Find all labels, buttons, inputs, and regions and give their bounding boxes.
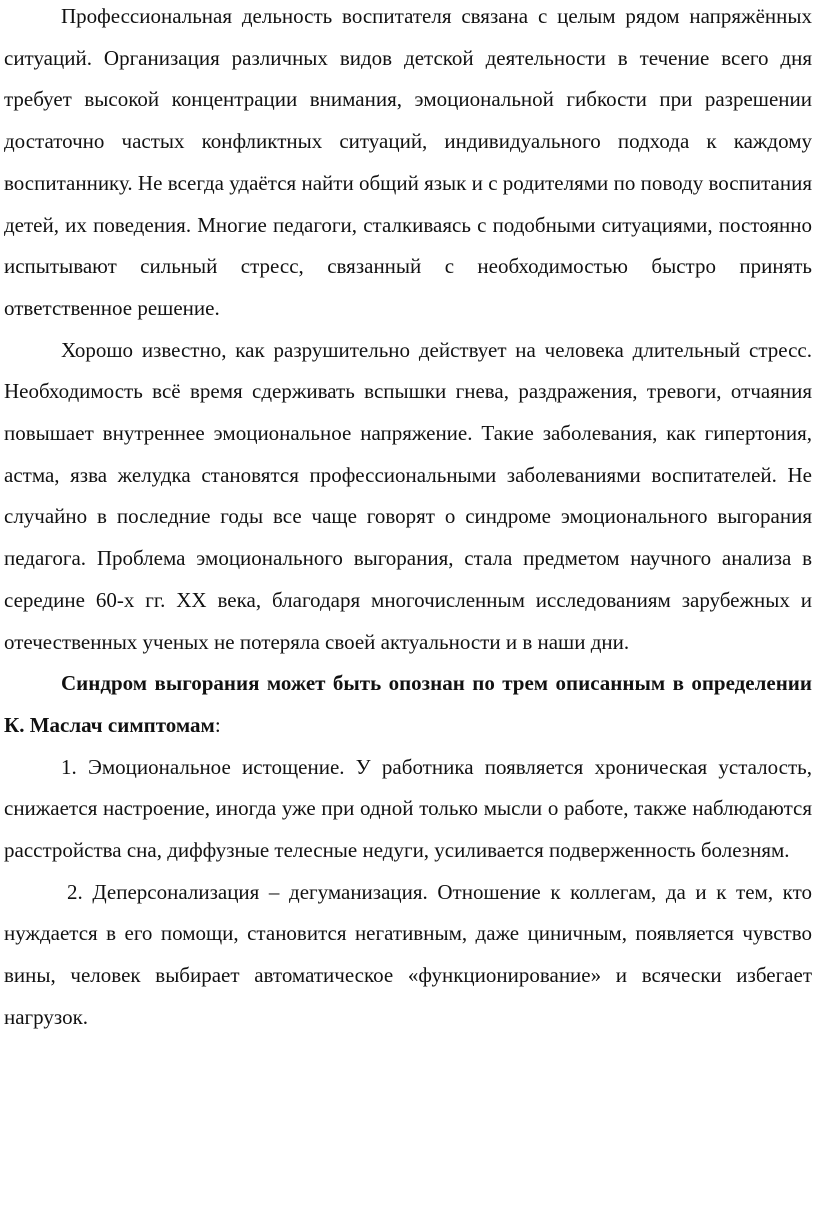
section-heading: [4, 663, 812, 746]
paragraph-stress-effects: Хорошо известно, как разрушительно действует на человека длительный стресс. Необходимость всё время сдерживать вспышки гнева, раздражения, тревоги, отчаяния повышает внутреннее эмоциональное напряжение. Такие заболевания, как гипертония, астма, язва желудка становятся профессиональными заболеваниями воспитателей. Не случайно в последние годы все чаще говорят о синдроме эмоционального выгорания педагога. Проблема эмоционального выгорания, стала предметом научного анализа в середине 60-х гг. XX века, благодаря многочисленным исследованиям зарубежных и отечественных ученых не потеряла своей актуальности и в наши дни.: [4, 337, 812, 654]
list-item-emotional-exhaustion: 1. Эмоциональное истощение. У работника появляется хроническая усталость, снижается настроение, иногда уже при одной только мысли о работе, также наблюдаются расстройства сна, диффузные телесные недуги, усиливается подверженность болезням.: [4, 754, 812, 863]
paragraph-stress-intro: Профессиональная дельность воспитателя связана с целым рядом напряжённых ситуаций. Организация различных видов детской деятельности в течение всего дня требует высокой концентрации внимания, эмоциональной гибкости при разрешении достаточно частых конфликтных ситуаций, индивидуального подхода к каждому воспитаннику. Не всегда удаётся найти общий язык и с родителями по поводу воспитания детей, их поведения. Многие педагоги, сталкиваясь с подобными ситуациями, постоянно испытывают сильный стресс, связанный с необходимостью быстро принять ответственное решение.: [4, 4, 812, 320]
list-item-depersonalization: 2. Деперсонализация – дегуманизация. Отношение к коллегам, да и к тем, кто нуждается в его помощи, становится негативным, даже циничным, появляется чувство вины, человек выбирает автоматическое «функционирование» и всячески избегает нагрузок.: [4, 879, 812, 1029]
section-heading-bold: Синдром выгорания может быть опознан по трем описанным в определении К. Маслач симптомам: [4, 671, 812, 737]
section-heading-colon: :: [214, 712, 221, 737]
